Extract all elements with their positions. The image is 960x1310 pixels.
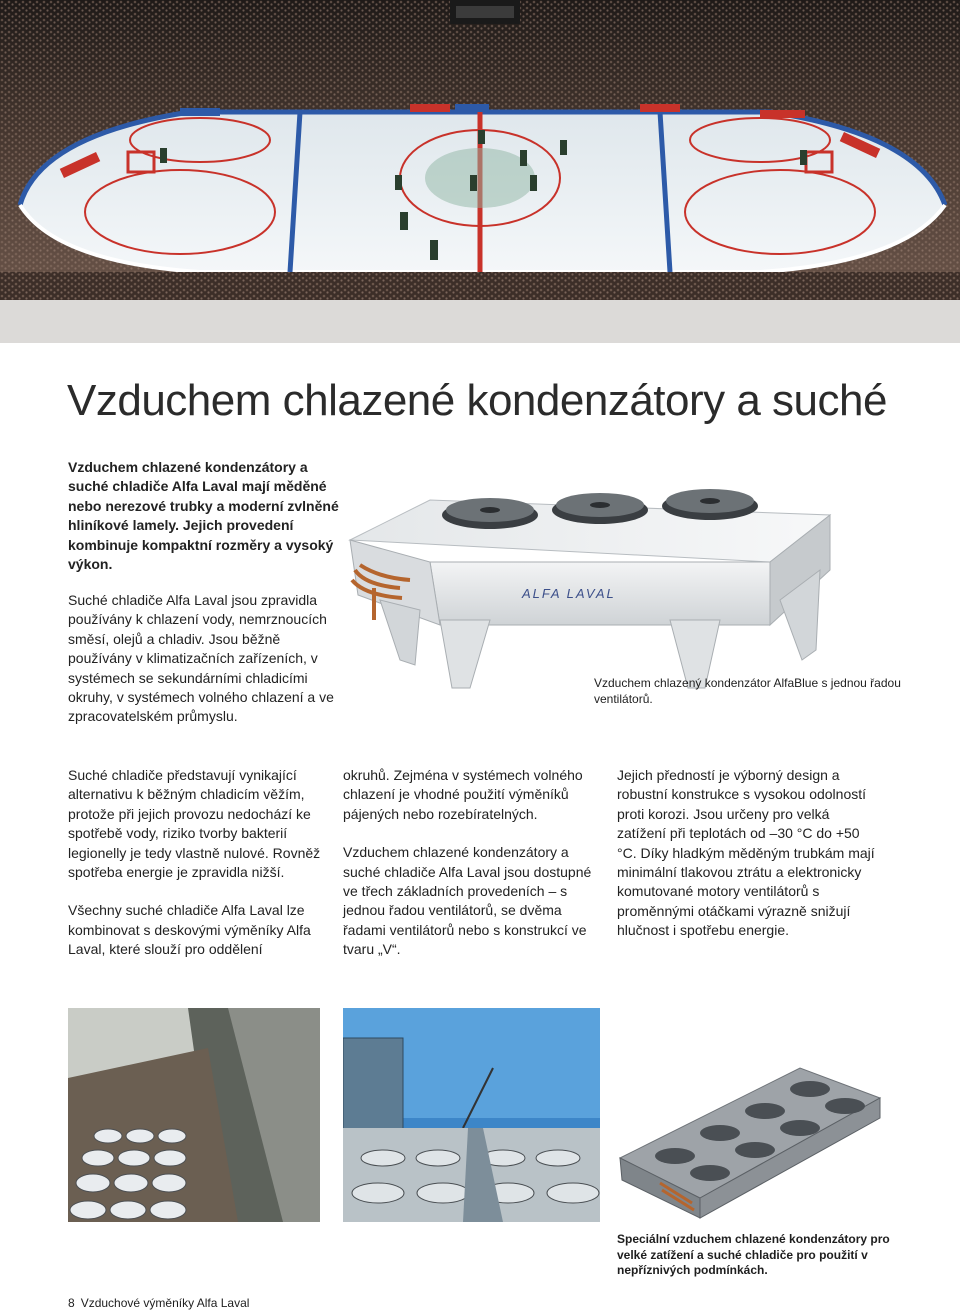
hero-bottom-band — [0, 300, 960, 343]
intro-text: Suché chladiče Alfa Laval jsou zpravidla používány k chlazení vody, nemrznoucích směsí, olejů a chladiv. Jsou běžně používány v klimatizačních zařízeních, v systémech se sekundárními chladicími okruhy, v systémech volného chlazení a ve zpracovatelském průmyslu. — [68, 592, 334, 725]
page-footer — [68, 1296, 249, 1310]
ice-rink-illustration — [0, 0, 960, 300]
bottom-image-caption: Speciální vzduchem chlazené kondenzátory pro velké zatížení a suché chladiče pro použití v nepříznivých podmínkách. — [617, 1232, 890, 1277]
column-3-paragraph-1: Jejich předností je výborný design a robustní konstrukce s vysokou odolností proti korozi. Jsou určeny pro velká zatížení při teplotách od –30 °C do +50 °C. Díky hladkým měděným trubkám mají minimální tlakovou ztrátu a elektronicky komutované motory ventilátorů s proměnnými otáčkami výrazně snižují hlučnost i spotřebu energie. — [617, 767, 875, 939]
column-2-paragraph-2: Vzduchem chlazené kondenzátory a suché chladiče Alfa Laval jsou dostupné ve třech základních provedeních – s jednou řadou ventilátorů, se dvěma řadami ventilátorů nebo s konstrukcí ve tvaru „V“. — [343, 844, 592, 958]
photo-rooftop-installation — [343, 1008, 606, 1222]
column-1-paragraph-2: Všechny suché chladiče Alfa Laval lze kombinovat s deskovými výměníky Alfa Laval, které slouží pro oddělení — [68, 902, 311, 958]
lead-text: Vzduchem chlazené kondenzátory a suché chladiče Alfa Laval mají měděné nebo nerezové trubky a moderní zvlněné hliníkové lamely. Jejich provedení kombinuje kompaktní rozměry a vysoký výkon. — [68, 459, 339, 573]
highway-installation-illustration — [68, 1008, 320, 1222]
rooftop-installation-illustration — [343, 1008, 606, 1222]
page-number: 8 — [68, 1296, 75, 1310]
product-image-v-shape-unit — [600, 1008, 900, 1222]
v-shape-unit-illustration — [600, 1008, 900, 1222]
condenser-illustration — [340, 470, 840, 695]
text-column-2 — [343, 766, 605, 960]
page-headline: Vzduchem chlazené kondenzátory a suché — [67, 376, 887, 425]
column-1-paragraph-1: Suché chladiče představují vynikající alternativu k běžným chladicím věžím, protože při jejich provozu nedochází ke spotřebě vody, riziko tvorby bakterií legionelly je tedy vlastně nulové. Rovněž spotřeba energie je zpravidla nižší. — [68, 767, 321, 881]
photo-highway-installation — [68, 1008, 320, 1222]
product-image-alfablue — [340, 470, 840, 695]
intro-paragraph — [68, 591, 338, 727]
footer-title: Vzduchové výměníky Alfa Laval — [80, 1296, 250, 1310]
text-column-3 — [617, 766, 879, 941]
alfa-laval-logo-text: ALFA LAVAL — [522, 586, 616, 601]
hero-image-ice-rink — [0, 0, 960, 300]
product-image-caption: Vzduchem chlazený kondenzátor AlfaBlue s jednou řadou ventilátorů. — [594, 676, 901, 706]
column-2-paragraph-1: okruhů. Zejména v systémech volného chlazení je vhodné použití výměníků pájených nebo rozebíratelných. — [343, 767, 583, 822]
lead-paragraph — [68, 458, 343, 574]
text-column-1 — [68, 766, 330, 960]
